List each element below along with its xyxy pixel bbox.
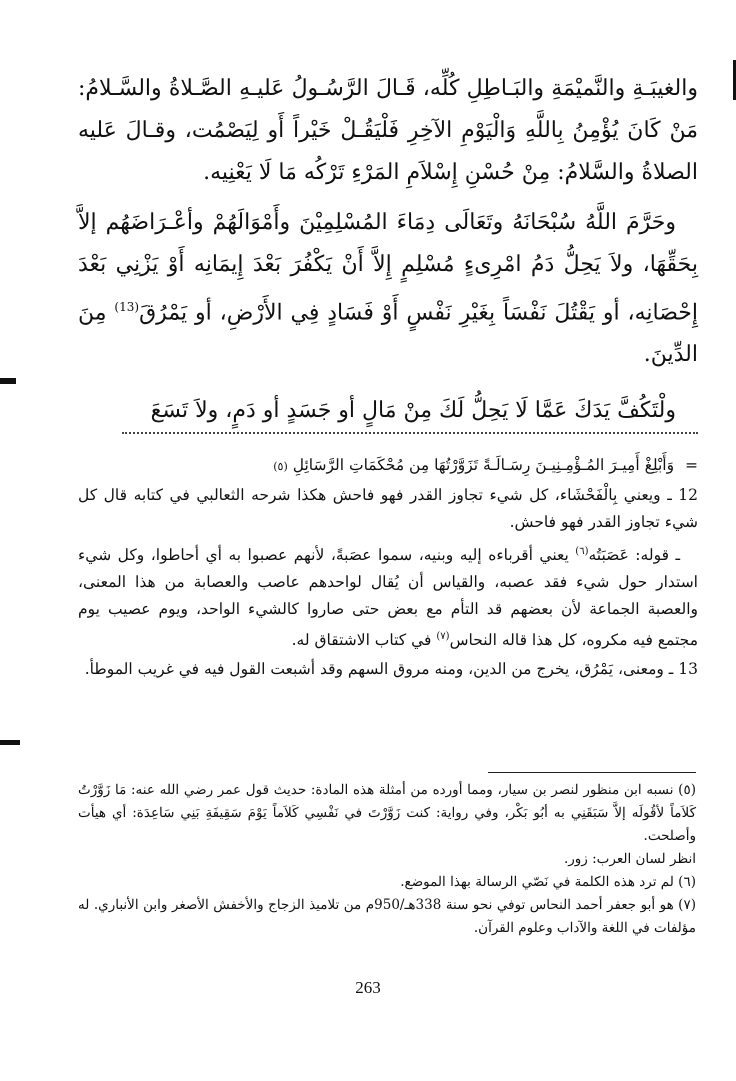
note-12b-start: ـ قوله: عَصَبَتُه [588,546,681,565]
footnote-6: (٦) لم ترد هذه الكلمة في نَصّي الرسالة بهذا الموضع. [400,874,696,890]
footnote-ref-13: (13) [114,300,140,314]
verse-line [78,452,698,480]
verse-text: وَأَبْلِغْ أَمِيـرَ المُـؤْمِـنِيـنَ رِسَـالَـةً تَزَوَّرْتُهَا مِن مُحْكَمَاتِ الرَّسَائِلِ [292,456,675,474]
footnote-rule [488,772,696,773]
note-12: 12 ـ ويعني بِالْفَحْشَاء، كل شيء تجاوز القدر فهو فاحش هكذا شرحه الثعالبي في كتابه قال كل شيء تجاوز القدر فهو فاحش. [78,486,698,531]
footnotes [78,779,696,940]
main-paragraph-1: والغيبَـةِ والنَّميْمَةِ والبَـاطِلِ كُلِّه، قَـالَ الرَّسُـولُ عَليـهِ الصَّـلاةُ والسَّـلامُ: مَنْ كَانَ يُؤْمِنُ بِاللَّهِ وَالْيَوْمِ الآخِرِ فَلْيَقُـلْ خَيْراً أَو لِيَصْمُت، وقـالَ عَليه الصلاةُ والسَّلامُ: مِنْ حُسْنِ إِسْلاَمِ المَرْءِ تَرْكُه مَا لَا يَعْنِيه. [78,76,698,185]
footnote-ref-7: (٧) [436,631,450,643]
continuation-marker: = [685,456,698,474]
main-text [78,68,698,432]
scan-mark-1 [0,378,16,384]
footnote-7: (٧) هو أبو جعفر أحمد النحاس توفي نحو سنة 338هـ/950م من تلاميذ الزجاج والأخفش الأصغر وابن الأنباري. له مؤلفات في اللغة والآداب وعلوم القرآن. [78,897,696,936]
main-paragraph-3: ولْتَكُفَّ يَدَكَ عَمَّا لَا يَحِلُّ لَكَ مِنْ مَالٍ أو جَسَدٍ أو دَمٍ، ولاَ تَسَعَ [150,398,676,424]
footnote-5: (٥) نسبه ابن منظور لنصر بن سيار، ومما أورده من أمثلة هذه المادة: حديث قول عمر رضي الله عنه: مَا زَوَّرْتُ كَلاَماً لأقُولَه إلاَّ سَبَقَنِي به أبُو بَكْر، وفي رواية: كنت زَوَّرْتَ في نَفْسِي كَلاَماً يَوْمَ سَقِيفَةِ بَنِي سَاعِدَة: أي هيأت وأصلحت. [78,782,696,844]
note-12b-end: في كتاب الاشتقاق له. [291,631,437,650]
note-12b [78,538,698,654]
verse-ref: (٥) [273,460,288,473]
scan-mark-2 [0,740,20,745]
main-paragraph-2-text: وحَرَّمَ اللَّهُ سُبْحَانَهُ وتَعَالَى دِمَاءَ المُسْلِمِيْنَ وأَمْوَالَهُمْ وأعْـرَاضَهُم إلاَّ بِحَقِّهَا، ولاَ يَحِلُّ دَمُ امْرِىءٍ مُسْلِمٍ إِلاَّ أَنْ يَكْفُرَ بَعْدَ إِيمَانِه أَوْ يَزْنِي بَعْدَ إِحْصَانِه، أو يَقْتُلَ نَفْسَاً بِغَيْرِ نَفْسٍ أَوْ فَسَادٍ فِي الأَرْضِ، أو يَمْرُقَ [78,210,698,326]
note-13: 13 ـ ومعنى، يَمْرُق، يخرج من الدين، ومنه مروق السهم وقد أشبعت القول فيه في غريب الموطأ. [84,660,698,679]
footnote-ref-6: (٦) [575,546,589,557]
dotted-separator [122,432,698,434]
commentary [78,452,698,683]
main-paragraph-2-end: مِنَ الدِّينَ. [78,300,698,368]
note-12b-body: يعني أقرباءه إليه وبنيه، سموا عصَبةً، لأنهم عصبوا به أي أحاطوا، وكل شيء استدار حول شيء فقد عصبه، والقياس أن يُقال لواحدهم عاصب والعصابة من هذا المعنى، والعصبة الجماعة لأن بعضهم قد التأم مع بعض حتى صاروا كالشيء الواحد، ويوم عصيب يوم مجتمع فيه مكروه، كل هذا قاله النحاس [78,546,698,650]
main-paragraph-2 [78,202,698,376]
footnote-5-source: انظر لسان العرب: زور. [563,851,696,867]
page-number: 263 [355,978,381,997]
